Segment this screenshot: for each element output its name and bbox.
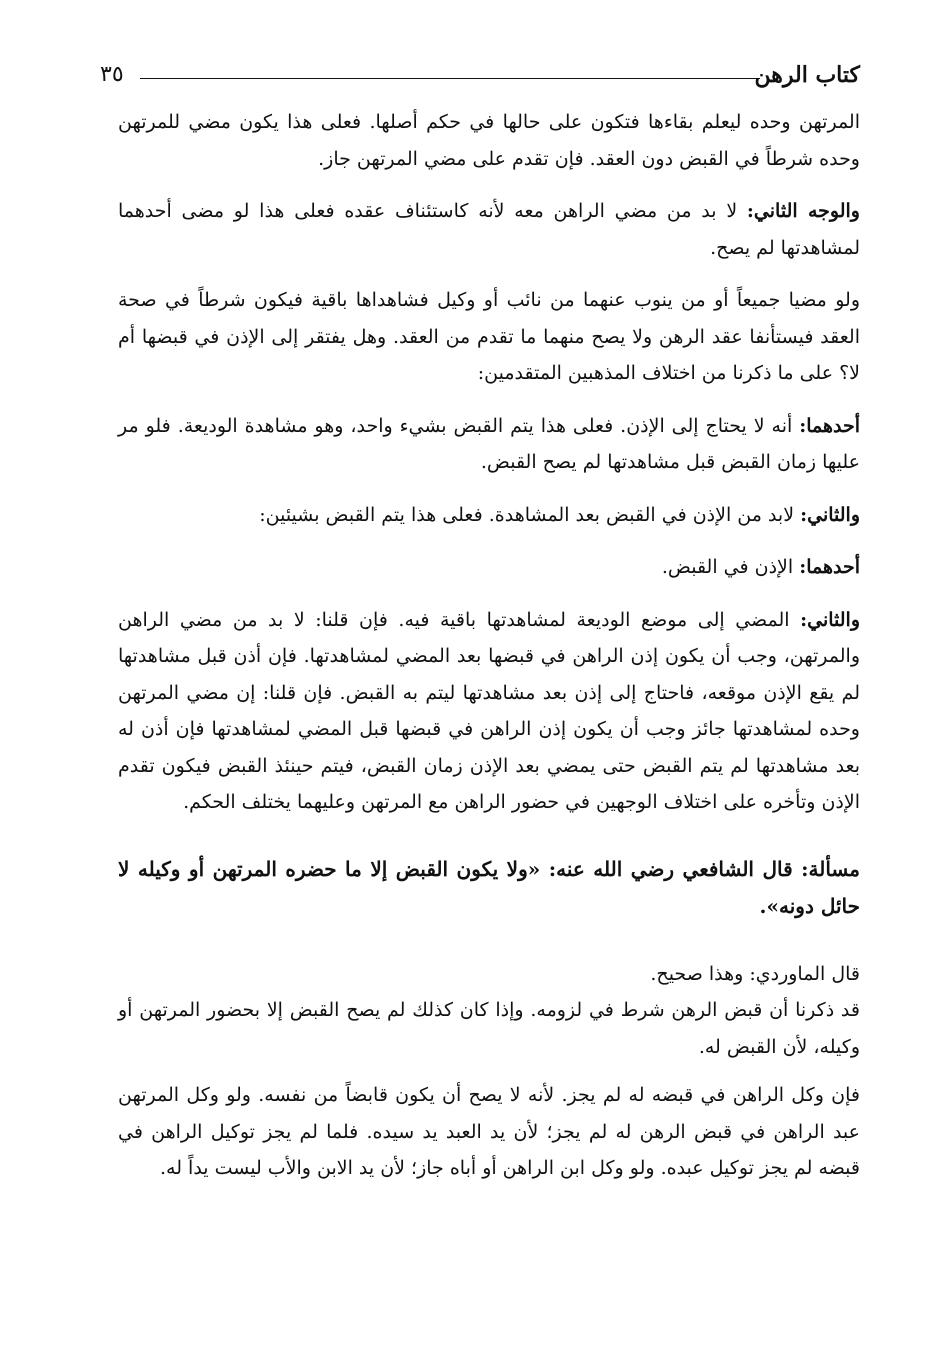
paragraph: والثاني: لابد من الإذن في القبض بعد المشاهدة. فعلى هذا يتم القبض بشيئين: [259,503,860,526]
paragraph: قال الماوردي: وهذا صحيح. [650,962,860,985]
page-header [100,62,860,92]
paragraph: والثاني: المضي إلى موضع الوديعة لمشاهدتها باقية فيه. فإن قلنا: لا بد من مضي الراهن والمرتهن، وجب أن يكون إذن الراهن في قبضها بعد المضي لمشاهدتها. فإن أذن قبل مشاهدتها لم يقع الإذن موقعه، فاحتاج إلى إذن بعد مشاهدتها ليتم به القبض. فإن قلنا: إن مضي المرتهن وحده لمشاهدتها جائز وجب أن يكون إذن الراهن في قبضها قبل المضي لمشاهدتها فإن أذن له بعد مشاهدتها لم يتم القبض حتى يمضي بعد الإذن زمان القبض، فيتم حينئذ القبض فيكون تقدم الإذن وتأخره على اختلاف الوجهين في حضور الراهن مع المرتهن وعليهما يختلف الحكم. [118,608,860,813]
body-text [118,104,860,1187]
paragraph: المرتهن وحده ليعلم بقاءها فتكون على حالها في حكم أصلها. فعلى هذا يكون مضي للمرتهن وحده شرطاً في القبض دون العقد. فإن تقدم على مضي المرتهن جاز. [118,111,860,170]
paragraph: فإن وكل الراهن في قبضه له لم يجز. لأنه لا يصح أن يكون قابضاً من نفسه. ولو وكل المرتهن عبد الراهن في قبض الرهن له لم يجز؛ لأن يد العبد يد سيده. فلما لم يجز توكيل الراهن في قبضه لم يجز توكيل عبده. ولو وكل ابن الراهن أو أباه جاز؛ لأن يد الابن والأب ليست يداً له. [118,1084,860,1179]
paragraph: والوجه الثاني: لا بد من مضي الراهن معه لأنه كاستئناف عقده فعلى هذا لو مضى أحدهما لمشاهدتها لم يصح. [118,200,860,259]
paragraph: أحدهما: أنه لا يحتاج إلى الإذن. فعلى هذا يتم القبض بشيء واحد، وهو مشاهدة الوديعة. فلو مر عليها زمان القبض قبل مشاهدتها لم يصح القبض. [118,414,860,473]
book-title: كتاب الرهن [754,62,860,88]
masala-quote: قال الشافعي رضي الله عنه: «ولا يكون القبض إلا ما حضره المرتهن أو وكيله لا حائل دونه». [118,856,860,918]
masala-paragraph [118,851,860,926]
paragraph: أحدهما: الإذن في القبض. [661,556,860,578]
masala-label: مسألة: [801,856,860,881]
header-rule [140,78,760,79]
paragraph: قد ذكرنا أن قبض الرهن شرط في لزومه. وإذا كان كذلك لم يصح القبض إلا بحضور المرتهن أو وكيله، لأن القبض له. [118,999,860,1058]
paragraph: ولو مضيا جميعاً أو من ينوب عنهما من نائب أو وكيل فشاهداها باقية فيكون شرطاً في صحة العقد فيستأنفا عقد الرهن ولا يصح منهما ما تقدم من العقد. وهل يفتقر إلى الإذن في قبضها أم لا؟ على ما ذكرنا من اختلاف المذهبين المتقدمين: [118,289,860,384]
page-number: ٣٥ [100,62,124,87]
